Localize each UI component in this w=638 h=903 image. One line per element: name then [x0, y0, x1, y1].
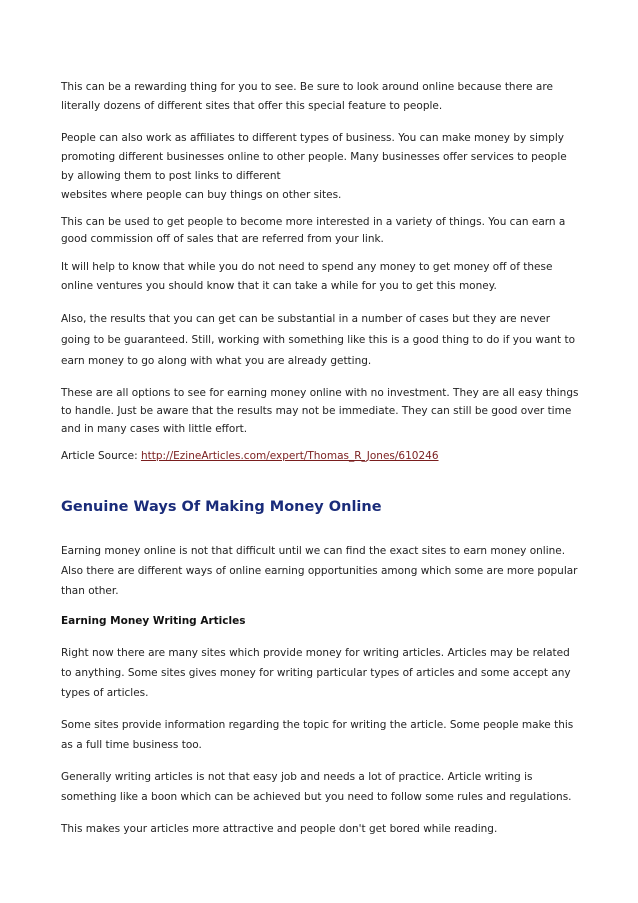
paragraph: These are all options to see for earning money online with no investment. They are all easy things to handle. Just be aware that the results may not be immediate. They can still be good over time and in many cases with little effort.: [61, 387, 579, 435]
paragraph: It will help to know that while you do not need to spend any money to get money off of these online ventures you should know that it can take a while for you to get this money.: [61, 261, 553, 292]
paragraph: Earning money online is not that difficult until we can find the exact sites to earn money online. Also there are different ways of online earning opportunities among which some are more popular than other.: [61, 545, 578, 597]
paragraph: Generally writing articles is not that easy job and needs a lot of practice. Article writing is something like a boon which can be achieved but you need to follow some rules and regulations.: [61, 771, 572, 803]
paragraph: Some sites provide information regarding the topic for writing the article. Some people make this as a full time business too.: [61, 719, 574, 751]
paragraph-text: websites where people can buy things on other sites.: [61, 189, 342, 201]
article-source-label: Article Source:: [61, 450, 138, 462]
paragraph-text: People can also work as affiliates to different types of business. You can make money by simply promoting different businesses online to other people. Many businesses offer services to people by allowing them to post links to different: [61, 132, 567, 182]
article-source-link[interactable]: http://EzineArticles.com/expert/Thomas_R_Jones/610246: [140, 450, 439, 462]
paragraph: This can be used to get people to become more interested in a variety of things. You can earn a good commission off of sales that are referred from your link.: [61, 216, 566, 245]
article-source: [61, 447, 581, 466]
paragraph: Right now there are many sites which provide money for writing articles. Articles may be related to anything. Some sites gives money for writing particular types of articles and some accept any types of articles.: [61, 647, 571, 699]
paragraph: This can be a rewarding thing for you to see. Be sure to look around online because there are literally dozens of different sites that offer this special feature to people.: [61, 81, 553, 112]
paragraph: Also, the results that you can get can be substantial in a number of cases but they are never going to be guaranteed. Still, working with something like this is a good thing to do if you want to earn money to go along with what you are already getting.: [61, 313, 576, 367]
paragraph: This makes your articles more attractive and people don't get bored while reading.: [61, 823, 498, 835]
subheading: Earning Money Writing Articles: [61, 615, 246, 627]
section-title: Genuine Ways Of Making Money Online: [61, 499, 382, 515]
paragraph: [61, 129, 581, 205]
article-body: [61, 78, 581, 839]
